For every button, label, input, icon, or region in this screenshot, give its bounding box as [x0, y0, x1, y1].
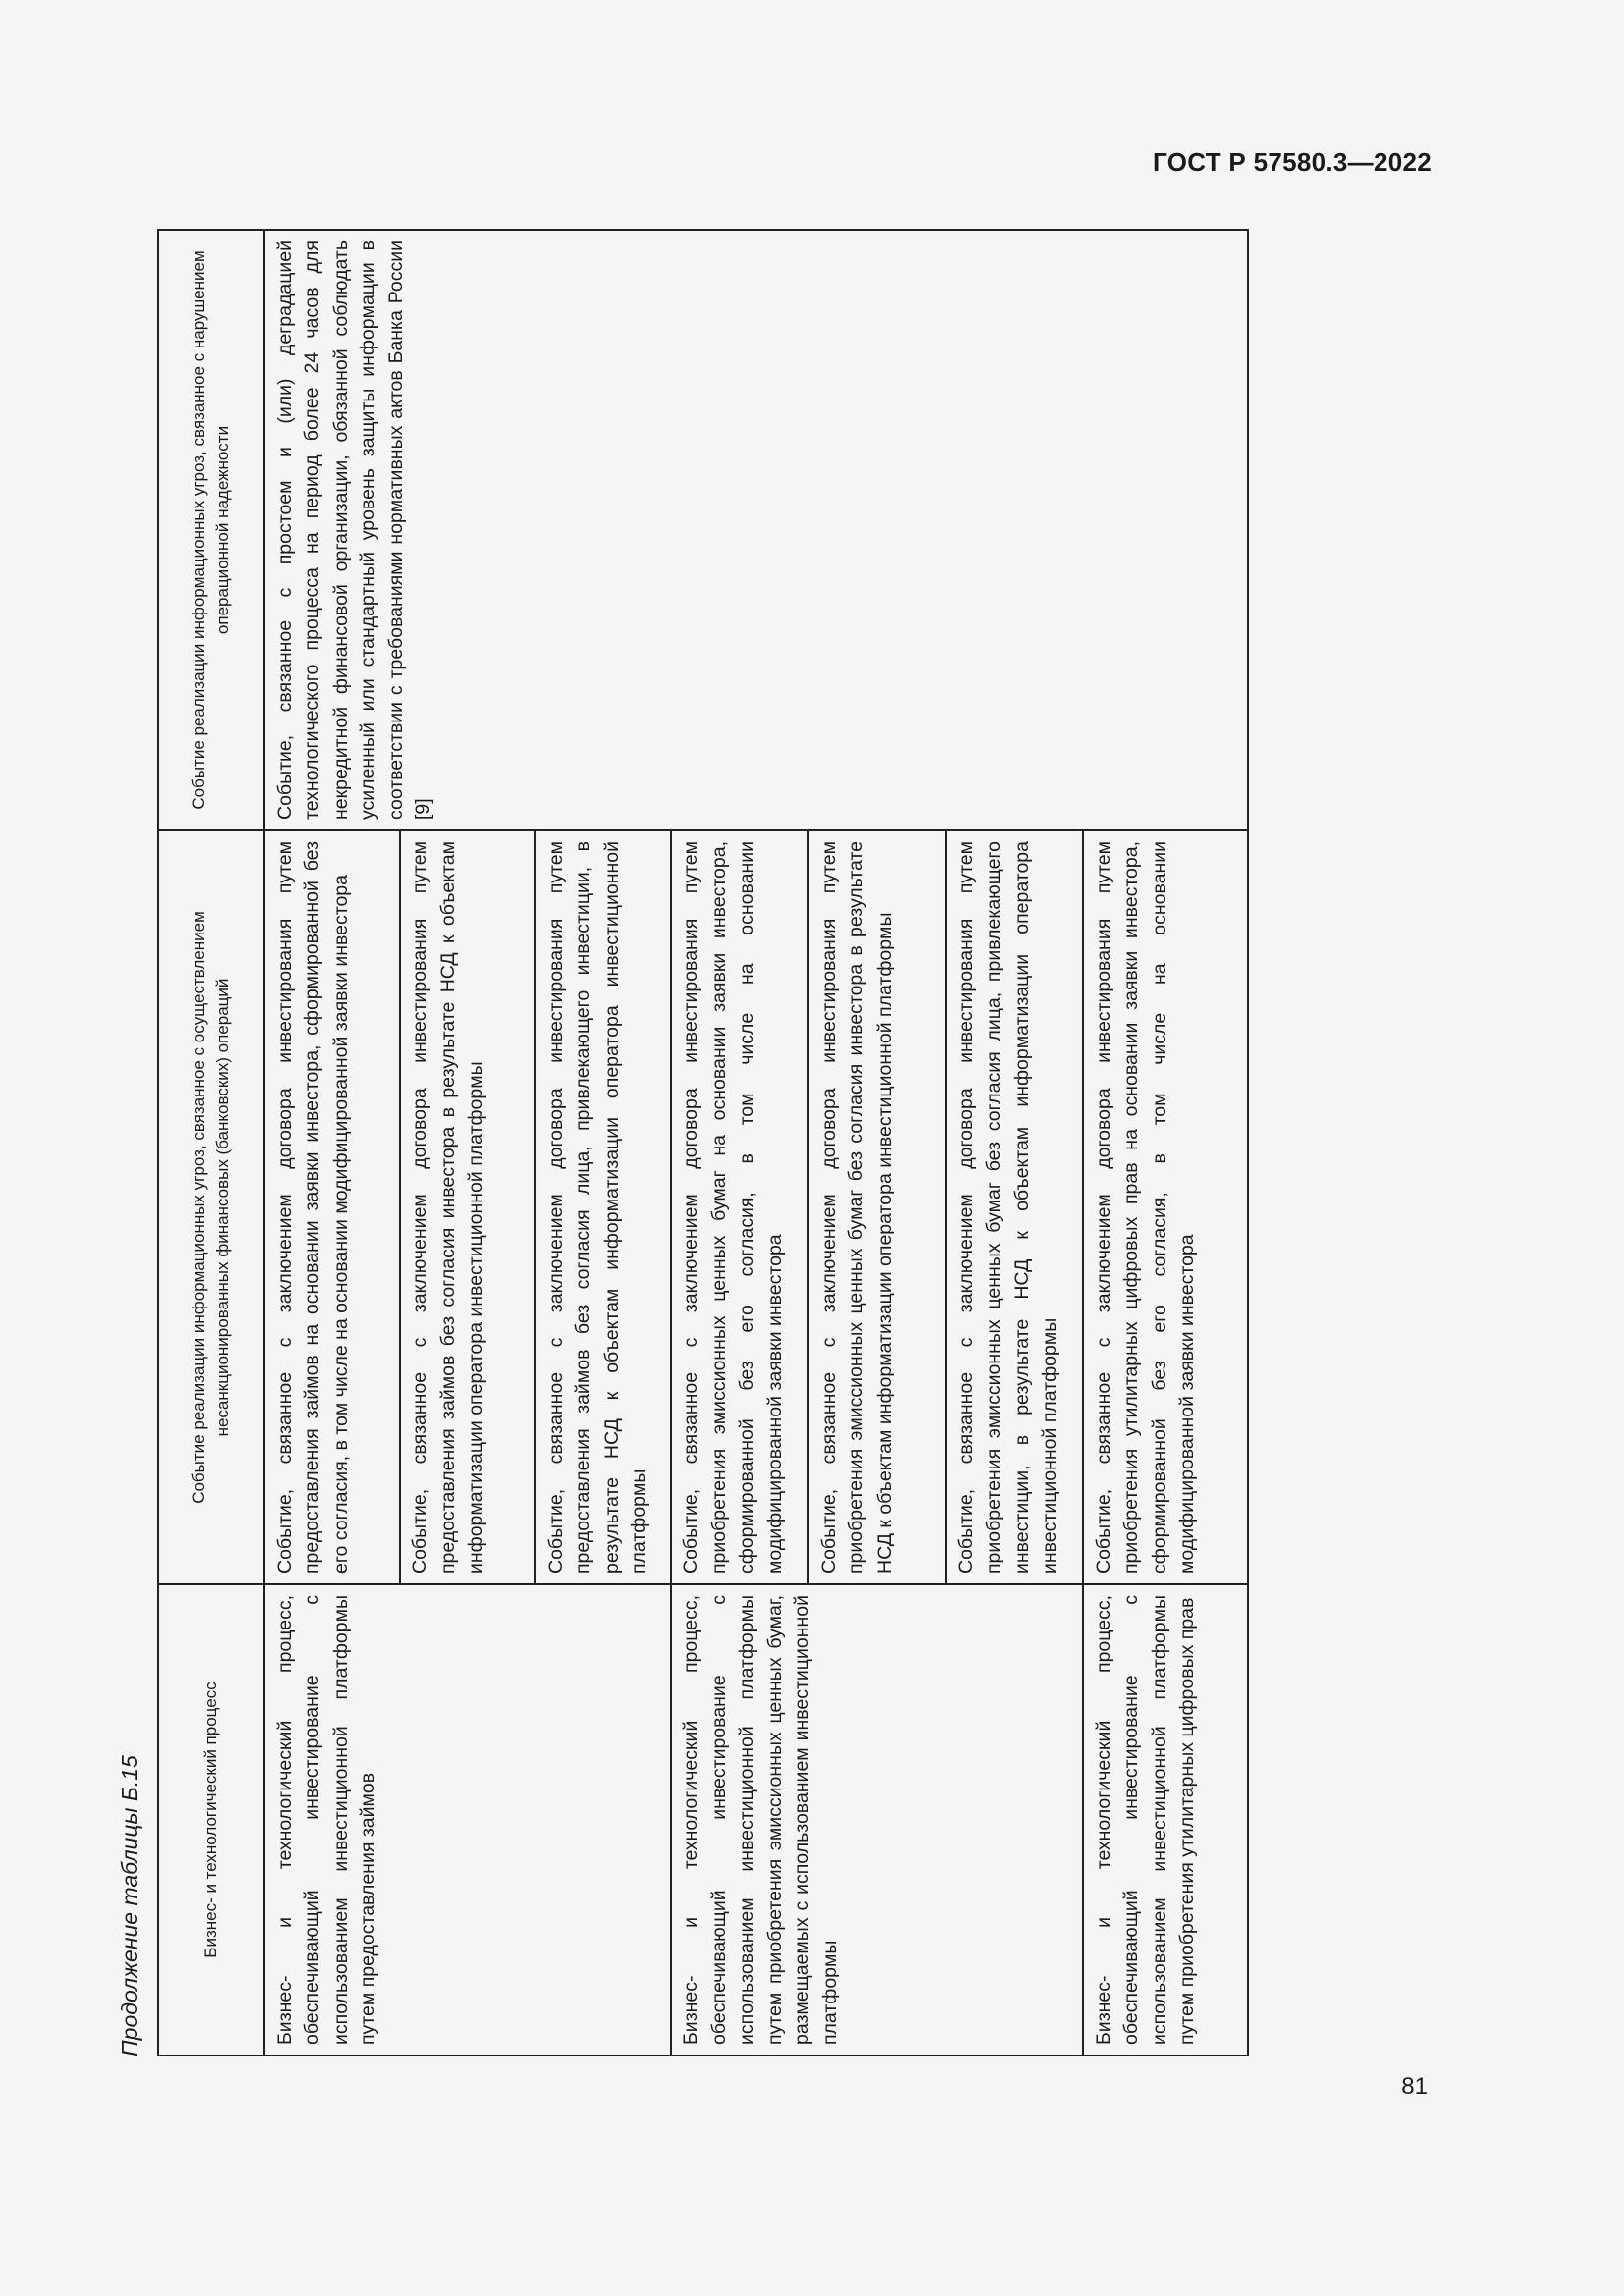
document-code: ГОСТ Р 57580.3—2022	[1153, 147, 1432, 177]
event-cell: Событие, связанное с заключением договора инвестирования путем приобретения утилитарных цифровых прав на основании заявки инвестора, сформированной без его согласия, в том числе на основании модифицированной заявки инвестора	[1083, 830, 1248, 1584]
process-cell-loans: Бизнес- и технологический процесс, обеспечивающий инвестирование с использованием инвестиционной платформы путем предоставления займов	[264, 1584, 671, 2056]
column-header-process: Бизнес- и технологический процесс	[158, 1584, 264, 2056]
threat-events-table	[157, 229, 1249, 2056]
column-header-financial-operations: Событие реализации информационных угроз, связанное с осуществлением несанкционированных финансовых (банковских) операций	[158, 830, 264, 1584]
event-cell: Событие, связанное с заключением договора инвестирования путем приобретения эмиссионных ценных бумаг без согласия лица, привлекающего инвестиции, в результате НСД к объектам информатизации оператора инвестиционной платформы	[946, 830, 1083, 1584]
table-caption: Продолжение таблицы Б.15	[117, 1755, 142, 2056]
reliability-event-cell: Событие, связанное с простоем и (или) деградацией технологического процесса на период более 24 часов для некредитной финансовой организации, обязанной соблюдать усиленный или стандартный уровень защиты информации в соответствии с требованиями нормативных актов Банка России [9]	[264, 230, 1248, 830]
process-cell-securities: Бизнес- и технологический процесс, обеспечивающий инвестирование с использованием инвестиционной платформы путем приобретения эмиссионных ценных бумаг, размещаемых с использованием инвестиционной платформы	[671, 1584, 1083, 2056]
page-number: 81	[1401, 2073, 1428, 2100]
event-cell: Событие, связанное с заключением договора инвестирования путем предоставления займов без согласия лица, привлекающего инвестиции, в результате НСД к объектам информатизации оператора инвестиционной платформы	[535, 830, 671, 1584]
process-cell-digital-rights: Бизнес- и технологический процесс, обеспечивающий инвестирование с использованием инвестиционной платформы путем приобретения утилитарных цифровых прав	[1083, 1584, 1248, 2056]
event-cell: Событие, связанное с заключением договора инвестирования путем приобретения эмиссионных ценных бумаг без согласия инвестора в результате НСД к объектам информатизации оператора инвестиционной платформы	[808, 830, 946, 1584]
event-cell: Событие, связанное с заключением договора инвестирования путем предоставления займов на основании заявки инвестора, сформированной без его согласия, в том числе на основании модифицированной заявки инвестора	[264, 830, 400, 1584]
column-header-operational-reliability: Событие реализации информационных угроз, связанное с нарушением операционной надежности	[158, 230, 264, 830]
event-cell: Событие, связанное с заключением договора инвестирования путем предоставления займов без согласия инвестора в результате НСД к объектам информатизации оператора инвестиционной платформы	[400, 830, 535, 1584]
table-row	[264, 230, 400, 2056]
event-cell: Событие, связанное с заключением договора инвестирования путем приобретения эмиссионных ценных бумаг на основании заявки инвестора, сформированной без его согласия, в том числе на основании модифицированной заявки инвестора	[671, 830, 808, 1584]
rotated-table-block	[108, 231, 1247, 2056]
